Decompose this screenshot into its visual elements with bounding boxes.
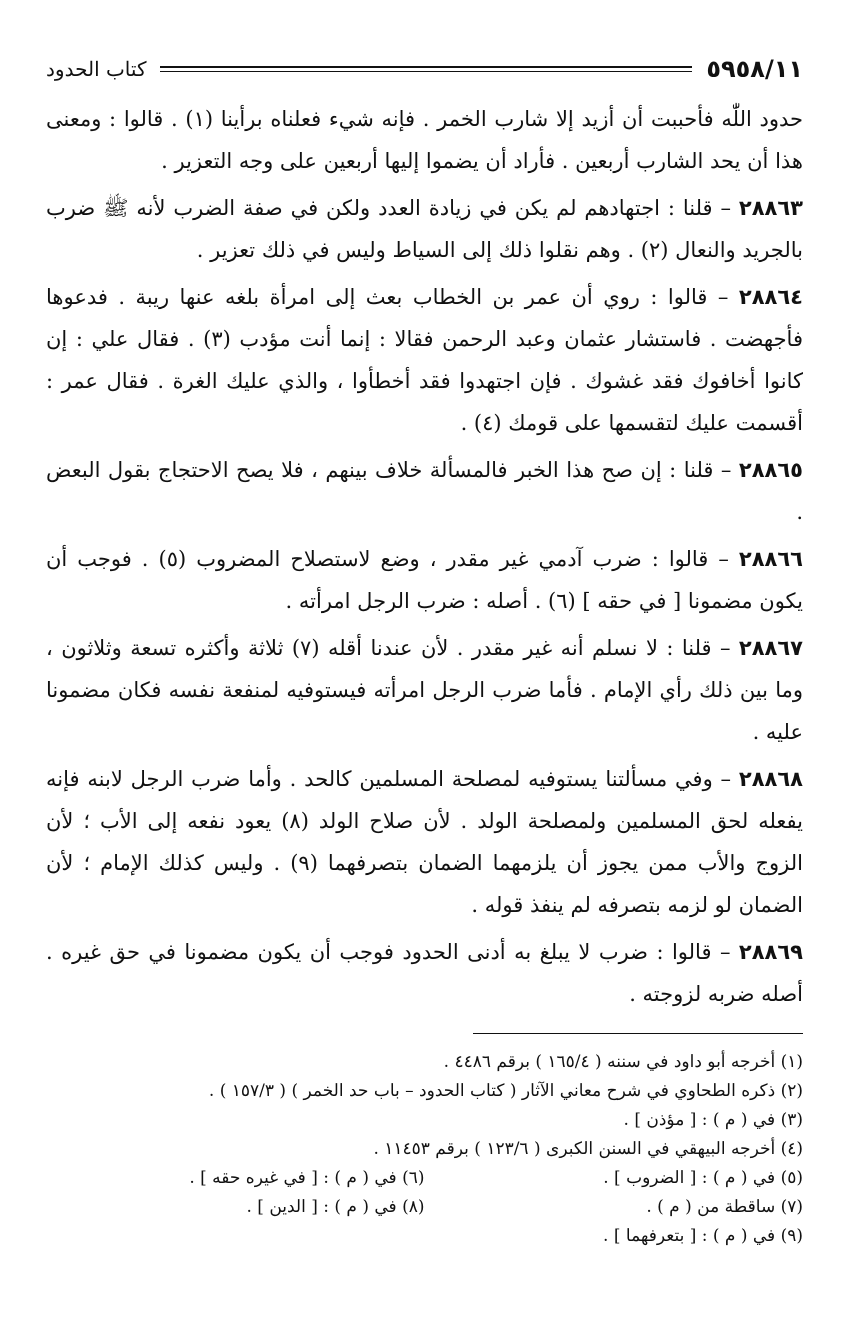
paragraph-28864 [46,276,803,444]
paragraph-number: ٢٨٨٦٧ [738,636,803,660]
paragraph-number: ٢٨٨٦٨ [738,767,803,791]
paragraph-text: – قلنا : لا نسلم أنه غير مقدر . لأن عندنا أقله (٧) ثلاثة وأكثره تسعة وثلاثون ، وما بين ذلك رأي الإمام . فأما ضرب الرجل امرأته فيستوفيه لمنفعة نفسه فكان مضمونا عليه . [46,636,803,744]
paragraph-28863 [46,187,803,271]
paragraph-text: حدود اللّٰه فأحببت أن أزيد إلا شارب الخمر . فإنه شيء فعلناه برأينا (١) . قالوا : ومعنى هذا أن يحد الشارب أربعين . فأراد أن يضموا إليها أربعين على وجه التعزير . [46,107,803,173]
paragraph-text: – وفي مسألتنا يستوفيه لمصلحة المسلمين كالحد . وأما ضرب الرجل لابنه فإنه يفعله لحق المسلمين ولمصلحة الولد . لأن صلاح الولد (٨) يعود نفعه إلى الأب ؛ لأن الزوج والأب ممن يجوز أن يلزمهما الضمان بتصرفهما (٩) . وليس كذلك الإمام ؛ لأن الضمان لو لزمه بتصرفه لم ينفذ قوله . [46,767,804,917]
footnote-1: (١) أخرجه أبو داود في سننه ( ١٦٥/٤ ) برقم ٤٤٨٦ . [443,1052,803,1072]
footnote-2: (٢) ذكره الطحاوي في شرح معاني الآثار ( كتاب الحدود – باب حد الخمر ) ( ١٥٧/٣ ) . [208,1081,803,1101]
footnote-3: (٣) في ( م ) : [ مؤذن ] . [623,1110,803,1130]
footnote-7: (٧) ساقطة من ( م ) . [646,1197,803,1217]
book-page [46,52,803,1251]
paragraph-text: – قالوا : ضرب لا يبلغ به أدنى الحدود فوجب أن يكون مضمونا في حق غيره . أصله ضربه لزوجته . [46,940,803,1006]
footnotes [46,1048,803,1251]
paragraph-text: – قلنا : اجتهادهم لم يكن في زيادة العدد ولكن في صفة الضرب لأنه ﷺ ضرب بالجريد والنعال (٢) . وهم نقلوا ذلك إلى السياط وليس في ذلك تعزير . [46,196,803,262]
main-text [46,98,803,1015]
footnote-row [46,1193,803,1222]
paragraph-28866 [46,538,803,622]
paragraph-number: ٢٨٨٦٦ [738,547,803,571]
paragraph-continuation [46,98,803,182]
book-title: كتاب الحدود [46,57,147,81]
footnote-9: (٩) في ( م ) : [ بتعرفهما ] . [603,1226,803,1246]
paragraph-number: ٢٨٨٦٩ [738,940,803,964]
footnote-row [46,1164,803,1193]
footnote-separator [473,1033,803,1034]
paragraph-28865 [46,449,803,533]
paragraph-28869 [46,931,803,1015]
footnote-6: (٦) في ( م ) : [ في غيره حقه ] . [189,1168,425,1188]
paragraph-number: ٢٨٨٦٥ [738,458,803,482]
paragraph-text: – قالوا : ضرب آدمي غير مقدر ، وضع لاستصلاح المضروب (٥) . فوجب أن يكون مضمونا [ في حقه ] (٦) . أصله : ضرب الرجل امرأته . [46,547,803,613]
paragraph-number: ٢٨٨٦٣ [738,196,803,220]
paragraph-number: ٢٨٨٦٤ [738,285,803,309]
footnote-5: (٥) في ( م ) : [ الضروب ] . [603,1168,803,1188]
footnote-8: (٨) في ( م ) : [ الدين ] . [246,1197,425,1217]
paragraph-text: – قلنا : إن صح هذا الخبر فالمسألة خلاف بينهم ، فلا يصح الاحتجاج بقول البعض . [46,458,803,524]
paragraph-28867 [46,627,803,753]
running-head [46,52,803,86]
header-rule [160,66,692,72]
paragraph-text: – قالوا : روي أن عمر بن الخطاب بعث إلى امرأة بلغه عنها ريبة . فدعوها فأجهضت . فاستشار عثمان وعبد الرحمن فقالا : إنما أنت مؤدب (٣) . فقال علي : إن كانوا أخافوك فقد غشوك . فإن اجتهدوا فقد أخطأوا ، والذي عليك الغرة . فقال عمر : أقسمت عليك لتقسمها على قومك (٤) . [46,285,803,435]
paragraph-28868 [46,758,803,926]
footnote-4: (٤) أخرجه البيهقي في السنن الكبرى ( ١٢٣/٦ ) برقم ١١٤٥٣ . [373,1139,803,1159]
page-number: ٥٩٥٨/١١ [706,55,803,83]
